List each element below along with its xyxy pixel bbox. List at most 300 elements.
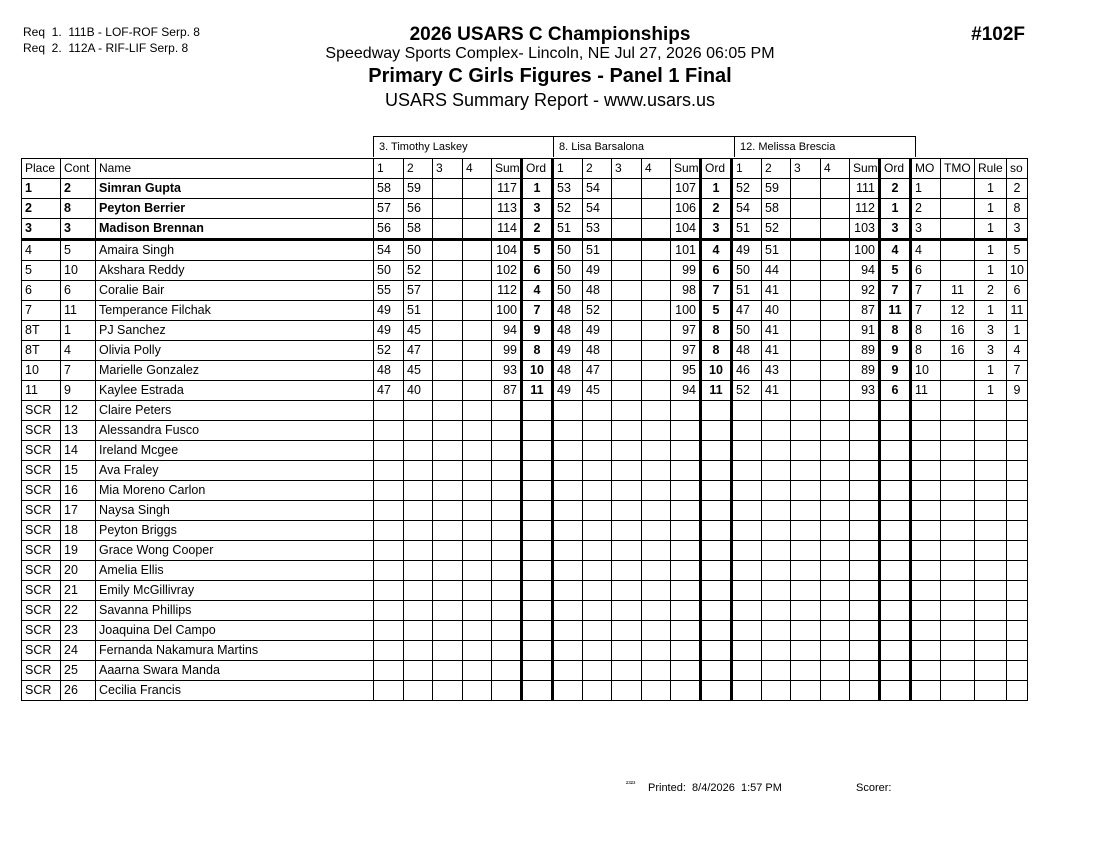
ordinal-cell: [880, 561, 911, 581]
score-cell: [762, 641, 791, 661]
score-cell: 51: [583, 240, 612, 261]
score-cell: [642, 541, 671, 561]
contestant-number-cell: 13: [61, 421, 96, 441]
score-cell: [583, 541, 612, 561]
table-row: [22, 561, 1028, 581]
score-cell: [404, 401, 433, 421]
contestant-number-cell: 5: [61, 240, 96, 261]
ordinal-cell: 8: [701, 321, 732, 341]
score-cell: [463, 521, 492, 541]
score-cell: [583, 661, 612, 681]
place-cell: SCR: [22, 481, 61, 501]
score-cell: [821, 581, 850, 601]
score-cell: [642, 321, 671, 341]
mo-cell: [911, 581, 941, 601]
score-cell: 50: [374, 261, 404, 281]
tmo-cell: [941, 501, 975, 521]
sum-cell: 92: [850, 281, 880, 301]
table-row: [22, 401, 1028, 421]
ordinal-cell: [880, 541, 911, 561]
score-cell: [463, 481, 492, 501]
score-cell: 45: [583, 381, 612, 401]
rule-cell: [975, 581, 1007, 601]
score-cell: 59: [762, 179, 791, 199]
ordinal-cell: [522, 421, 553, 441]
ordinal-cell: 1: [701, 179, 732, 199]
table-row: [22, 661, 1028, 681]
ordinal-cell: [880, 581, 911, 601]
tmo-cell: [941, 561, 975, 581]
score-cell: [463, 681, 492, 701]
place-cell: SCR: [22, 621, 61, 641]
so-cell: 5: [1007, 240, 1028, 261]
score-cell: [583, 641, 612, 661]
score-cell: 47: [374, 381, 404, 401]
column-header: Name: [96, 159, 374, 179]
score-cell: [433, 361, 463, 381]
table-row: [22, 219, 1028, 240]
results-table: [21, 158, 1028, 701]
rule-cell: [975, 421, 1007, 441]
score-cell: [404, 561, 433, 581]
score-cell: [404, 601, 433, 621]
mo-cell: [911, 661, 941, 681]
score-cell: [642, 341, 671, 361]
score-cell: [433, 199, 463, 219]
score-cell: [553, 461, 583, 481]
score-cell: [791, 401, 821, 421]
mo-cell: [911, 601, 941, 621]
score-cell: [612, 441, 642, 461]
score-cell: 52: [762, 219, 791, 240]
place-cell: SCR: [22, 681, 61, 701]
score-cell: [433, 261, 463, 281]
tmo-cell: [941, 481, 975, 501]
score-cell: [612, 641, 642, 661]
score-cell: [404, 681, 433, 701]
ordinal-cell: 11: [880, 301, 911, 321]
score-cell: 41: [762, 321, 791, 341]
score-cell: 49: [374, 301, 404, 321]
score-cell: [404, 661, 433, 681]
tmo-cell: 12: [941, 301, 975, 321]
contestant-number-cell: 2: [61, 179, 96, 199]
mo-cell: 11: [911, 381, 941, 401]
score-cell: [642, 681, 671, 701]
score-cell: [463, 199, 492, 219]
sum-cell: [850, 601, 880, 621]
score-cell: 50: [732, 261, 762, 281]
score-cell: [612, 240, 642, 261]
sum-cell: 99: [492, 341, 522, 361]
score-cell: [791, 281, 821, 301]
score-cell: [612, 321, 642, 341]
score-cell: 49: [732, 240, 762, 261]
name-cell: Grace Wong Cooper: [96, 541, 374, 561]
table-row: [22, 581, 1028, 601]
tmo-cell: [941, 199, 975, 219]
score-cell: [762, 481, 791, 501]
score-cell: [791, 441, 821, 461]
ordinal-cell: [880, 661, 911, 681]
score-cell: [762, 441, 791, 461]
sum-cell: [850, 561, 880, 581]
sum-cell: 95: [671, 361, 701, 381]
score-cell: [583, 601, 612, 621]
tmo-cell: [941, 179, 975, 199]
place-cell: SCR: [22, 521, 61, 541]
place-cell: 10: [22, 361, 61, 381]
score-cell: [821, 381, 850, 401]
score-cell: [463, 240, 492, 261]
sum-cell: [850, 641, 880, 661]
contestant-number-cell: 8: [61, 199, 96, 219]
sum-cell: [492, 441, 522, 461]
ordinal-cell: [701, 501, 732, 521]
score-cell: [762, 421, 791, 441]
contestant-number-cell: 1: [61, 321, 96, 341]
so-cell: 9: [1007, 381, 1028, 401]
score-cell: 50: [553, 261, 583, 281]
report-line: USARS Summary Report - www.usars.us: [384, 90, 716, 110]
mo-cell: 6: [911, 261, 941, 281]
ordinal-cell: 8: [880, 321, 911, 341]
sum-cell: 99: [671, 261, 701, 281]
score-cell: [821, 541, 850, 561]
ordinal-cell: [701, 401, 732, 421]
rule-cell: 1: [975, 361, 1007, 381]
column-header: 3: [433, 159, 463, 179]
ordinal-cell: 6: [880, 381, 911, 401]
score-cell: [553, 621, 583, 641]
contestant-number-cell: 16: [61, 481, 96, 501]
score-cell: [821, 481, 850, 501]
ordinal-cell: [522, 681, 553, 701]
table-row: [22, 281, 1028, 301]
name-cell: Amaira Singh: [96, 240, 374, 261]
mo-cell: [911, 541, 941, 561]
sum-cell: [671, 641, 701, 661]
sum-cell: [850, 421, 880, 441]
score-cell: [642, 501, 671, 521]
score-cell: 54: [374, 240, 404, 261]
ordinal-cell: [880, 481, 911, 501]
score-cell: 52: [374, 341, 404, 361]
score-cell: [404, 581, 433, 601]
score-cell: [463, 561, 492, 581]
score-cell: [791, 341, 821, 361]
contestant-number-cell: 10: [61, 261, 96, 281]
rule-cell: [975, 501, 1007, 521]
score-cell: 58: [374, 179, 404, 199]
score-cell: [374, 601, 404, 621]
table-row: [22, 441, 1028, 461]
column-header: 4: [463, 159, 492, 179]
score-cell: [762, 661, 791, 681]
score-cell: 40: [404, 381, 433, 401]
score-cell: [553, 541, 583, 561]
sum-cell: [492, 401, 522, 421]
sum-cell: [671, 461, 701, 481]
ordinal-cell: 1: [880, 199, 911, 219]
score-cell: [583, 401, 612, 421]
score-cell: [762, 541, 791, 561]
ordinal-cell: 2: [522, 219, 553, 240]
score-cell: [791, 641, 821, 661]
ordinal-cell: [701, 601, 732, 621]
score-cell: [762, 601, 791, 621]
name-cell: Temperance Filchak: [96, 301, 374, 321]
sum-cell: 106: [671, 199, 701, 219]
contestant-number-cell: 14: [61, 441, 96, 461]
score-cell: [433, 401, 463, 421]
score-cell: 51: [732, 281, 762, 301]
column-header: Sum: [492, 159, 522, 179]
score-cell: [463, 321, 492, 341]
tmo-cell: [941, 361, 975, 381]
place-cell: 11: [22, 381, 61, 401]
score-cell: 41: [762, 281, 791, 301]
score-cell: [583, 501, 612, 521]
so-cell: 1: [1007, 321, 1028, 341]
tmo-cell: [941, 681, 975, 701]
sum-cell: [492, 521, 522, 541]
tmo-cell: 16: [941, 321, 975, 341]
rule-cell: [975, 401, 1007, 421]
tmo-cell: [941, 621, 975, 641]
score-cell: 54: [583, 199, 612, 219]
score-cell: [404, 421, 433, 441]
name-cell: Peyton Berrier: [96, 199, 374, 219]
score-cell: [642, 240, 671, 261]
score-cell: [612, 341, 642, 361]
score-cell: [463, 621, 492, 641]
score-cell: [374, 421, 404, 441]
ordinal-cell: [522, 461, 553, 481]
ordinal-cell: 5: [701, 301, 732, 321]
ordinal-cell: 9: [880, 361, 911, 381]
name-cell: Kaylee Estrada: [96, 381, 374, 401]
sum-cell: [492, 601, 522, 621]
contestant-number-cell: 7: [61, 361, 96, 381]
score-cell: [374, 521, 404, 541]
score-cell: [642, 421, 671, 441]
score-cell: [791, 681, 821, 701]
name-cell: Marielle Gonzalez: [96, 361, 374, 381]
ordinal-cell: [522, 621, 553, 641]
sum-cell: [850, 501, 880, 521]
score-cell: [642, 561, 671, 581]
score-cell: 50: [553, 240, 583, 261]
score-cell: [642, 521, 671, 541]
rule-cell: [975, 621, 1007, 641]
score-cell: [642, 199, 671, 219]
score-cell: [612, 661, 642, 681]
rule-cell: 3: [975, 321, 1007, 341]
score-cell: 48: [374, 361, 404, 381]
score-cell: [762, 681, 791, 701]
ordinal-cell: 7: [880, 281, 911, 301]
score-cell: 53: [583, 219, 612, 240]
score-cell: [404, 461, 433, 481]
sum-cell: [492, 501, 522, 521]
sum-cell: [492, 621, 522, 641]
judges-header: [373, 136, 916, 157]
name-cell: Mia Moreno Carlon: [96, 481, 374, 501]
score-cell: [642, 401, 671, 421]
ordinal-cell: [522, 561, 553, 581]
place-cell: SCR: [22, 581, 61, 601]
mo-cell: [911, 641, 941, 661]
score-cell: [463, 641, 492, 661]
ordinal-cell: 6: [701, 261, 732, 281]
ordinal-cell: 3: [701, 219, 732, 240]
sum-cell: [671, 501, 701, 521]
so-cell: [1007, 601, 1028, 621]
score-cell: 43: [762, 361, 791, 381]
score-cell: 52: [404, 261, 433, 281]
table-row: [22, 541, 1028, 561]
score-cell: [583, 481, 612, 501]
score-cell: [553, 401, 583, 421]
place-cell: SCR: [22, 461, 61, 481]
rule-cell: [975, 441, 1007, 461]
score-cell: 56: [404, 199, 433, 219]
event-number: #102F: [971, 24, 1025, 45]
ordinal-cell: [522, 401, 553, 421]
score-cell: [433, 381, 463, 401]
score-cell: 52: [553, 199, 583, 219]
score-cell: 48: [553, 361, 583, 381]
contestant-number-cell: 9: [61, 381, 96, 401]
score-cell: [821, 601, 850, 621]
ordinal-cell: 6: [522, 261, 553, 281]
contestant-number-cell: 12: [61, 401, 96, 421]
score-cell: [612, 601, 642, 621]
name-cell: Amelia Ellis: [96, 561, 374, 581]
sum-cell: [671, 441, 701, 461]
mo-cell: [911, 421, 941, 441]
sum-cell: 89: [850, 361, 880, 381]
score-cell: [612, 461, 642, 481]
table-row: [22, 240, 1028, 261]
table-row: [22, 601, 1028, 621]
score-cell: [553, 501, 583, 521]
score-cell: [612, 361, 642, 381]
score-cell: [404, 621, 433, 641]
so-cell: 4: [1007, 341, 1028, 361]
score-cell: 50: [404, 240, 433, 261]
score-cell: 41: [762, 341, 791, 361]
score-cell: [612, 421, 642, 441]
score-cell: [762, 461, 791, 481]
name-cell: Ireland Mcgee: [96, 441, 374, 461]
sum-cell: 107: [671, 179, 701, 199]
sum-cell: [850, 481, 880, 501]
ordinal-cell: 7: [701, 281, 732, 301]
score-cell: 49: [374, 321, 404, 341]
score-cell: [732, 641, 762, 661]
rule-cell: 1: [975, 381, 1007, 401]
sum-cell: 93: [850, 381, 880, 401]
score-cell: 58: [404, 219, 433, 240]
table-row: [22, 461, 1028, 481]
score-cell: [791, 561, 821, 581]
score-cell: [583, 441, 612, 461]
score-cell: [463, 441, 492, 461]
name-cell: Coralie Bair: [96, 281, 374, 301]
ordinal-cell: [701, 621, 732, 641]
score-cell: [404, 641, 433, 661]
sum-cell: [492, 421, 522, 441]
rule-cell: [975, 521, 1007, 541]
place-cell: SCR: [22, 661, 61, 681]
name-cell: Fernanda Nakamura Martins: [96, 641, 374, 661]
sum-cell: 91: [850, 321, 880, 341]
column-header: 1: [553, 159, 583, 179]
name-cell: Naysa Singh: [96, 501, 374, 521]
score-cell: [732, 621, 762, 641]
ordinal-cell: [701, 581, 732, 601]
so-cell: [1007, 461, 1028, 481]
so-cell: [1007, 561, 1028, 581]
ordinal-cell: 4: [701, 240, 732, 261]
score-cell: [374, 681, 404, 701]
tmo-cell: [941, 421, 975, 441]
mo-cell: 4: [911, 240, 941, 261]
score-cell: [791, 361, 821, 381]
mo-cell: [911, 681, 941, 701]
score-cell: [433, 240, 463, 261]
tmo-cell: [941, 601, 975, 621]
requirement-1: Req 1. 111B - LOF-ROF Serp. 8: [23, 25, 200, 39]
score-cell: 41: [762, 381, 791, 401]
mo-cell: [911, 501, 941, 521]
ordinal-cell: 3: [522, 199, 553, 219]
score-cell: 50: [732, 321, 762, 341]
score-cell: 49: [583, 321, 612, 341]
rule-cell: 1: [975, 301, 1007, 321]
sum-cell: 89: [850, 341, 880, 361]
name-cell: PJ Sanchez: [96, 321, 374, 341]
score-cell: 48: [732, 341, 762, 361]
ordinal-cell: 11: [522, 381, 553, 401]
ordinal-cell: 11: [701, 381, 732, 401]
rule-cell: 3: [975, 341, 1007, 361]
table-row: [22, 521, 1028, 541]
score-cell: [433, 341, 463, 361]
so-cell: 10: [1007, 261, 1028, 281]
sum-cell: [492, 561, 522, 581]
score-cell: [821, 261, 850, 281]
score-cell: 47: [583, 361, 612, 381]
score-cell: [791, 521, 821, 541]
score-cell: [463, 601, 492, 621]
contestant-number-cell: 4: [61, 341, 96, 361]
score-cell: [791, 481, 821, 501]
score-cell: [762, 501, 791, 521]
score-cell: [433, 681, 463, 701]
column-header: 3: [612, 159, 642, 179]
score-cell: [433, 301, 463, 321]
score-cell: [821, 240, 850, 261]
column-header: Rule: [975, 159, 1007, 179]
tmo-cell: [941, 521, 975, 541]
ordinal-cell: [701, 481, 732, 501]
ordinal-cell: [522, 441, 553, 461]
score-cell: [821, 441, 850, 461]
score-cell: [732, 441, 762, 461]
